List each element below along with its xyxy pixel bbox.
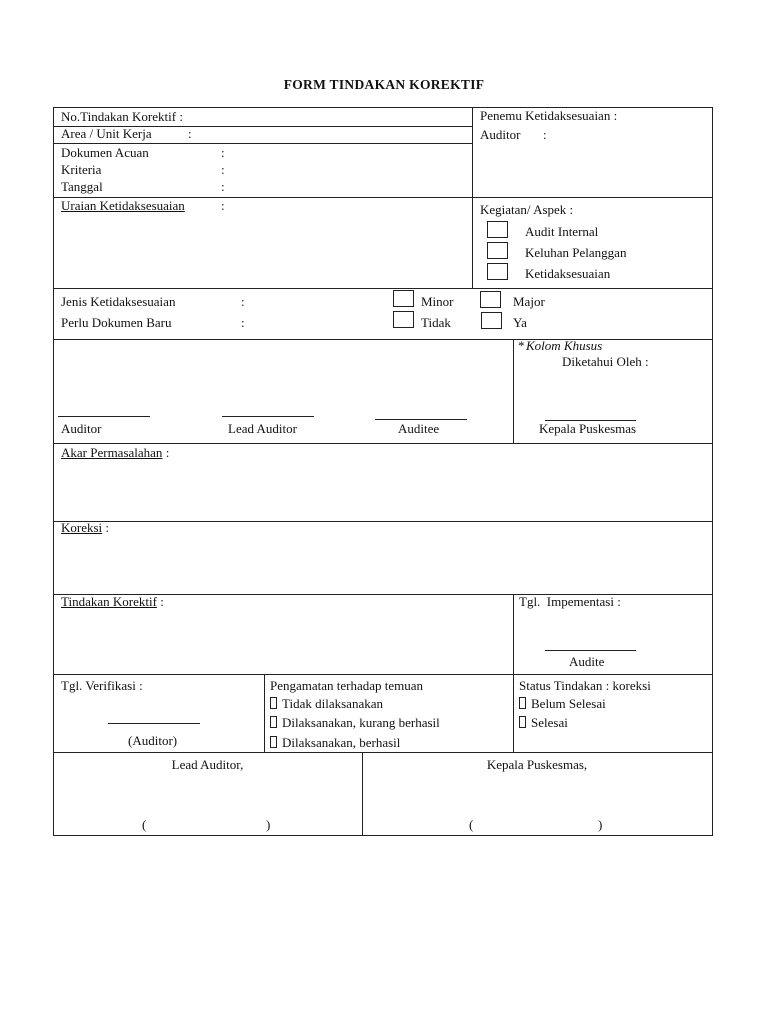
akar-permasalahan-label: Akar Permasalahan (61, 445, 163, 460)
dokumen-acuan-colon: : (221, 145, 225, 160)
koreksi-colon: : (105, 520, 110, 535)
checkbox-major (480, 291, 501, 308)
aspect-keluhan-pelanggan: Keluhan Pelanggan (525, 245, 627, 260)
option-major: Major (513, 294, 545, 309)
tanggal-label: Tanggal (61, 179, 103, 194)
status-option-label: Selesai (531, 715, 568, 730)
pengamatan-option-label: Dilaksanakan, berhasil (282, 735, 401, 750)
signature-line-auditor (58, 416, 150, 417)
koreksi-label: Koreksi (61, 520, 103, 535)
area-unit-colon: : (188, 126, 192, 141)
signer-kepala-puskesmas: Kepala Puskesmas (539, 421, 637, 436)
auditor-label: Auditor (480, 127, 521, 142)
signature-line-lead-auditor (222, 416, 314, 417)
row-divider (53, 674, 712, 675)
lead-auditor-heading: Lead Auditor, (171, 757, 244, 772)
perlu-dokumen-baru-label: Perlu Dokumen Baru (61, 315, 172, 330)
no-tindakan-label: No.Tindakan Korektif : (61, 109, 183, 124)
row-divider (53, 443, 712, 444)
kriteria-label: Kriteria (61, 162, 102, 177)
signature-line-verifikasi (108, 723, 200, 724)
perlu-dokumen-baru-colon: : (241, 315, 245, 330)
kolom-khusus-asterisk: * (518, 338, 525, 353)
signer-lead-auditor: Lead Auditor (228, 421, 297, 436)
row-divider (53, 143, 472, 144)
akar-permasalahan-colon: : (165, 445, 170, 460)
pengamatan-title: Pengamatan terhadap temuan (270, 678, 424, 693)
jenis-ketidaksesuaian-colon: : (241, 294, 245, 309)
column-divider (513, 594, 514, 752)
lead-auditor-open-paren: ( (142, 817, 147, 832)
status-option-label: Belum Selesai (531, 696, 606, 711)
kepala-puskesmas-heading: Kepala Puskesmas, (486, 757, 588, 772)
pengamatan-option-label: Dilaksanakan, kurang berhasil (282, 715, 440, 730)
auditor-colon: : (543, 127, 547, 142)
tindakan-korektif-label: Tindakan Korektif (61, 594, 157, 609)
dokumen-acuan-label: Dokumen Acuan (61, 145, 149, 160)
status-option (519, 696, 606, 712)
checkbox-icon (270, 736, 277, 748)
form-title: FORM TINDAKAN KOREKTIF (283, 77, 485, 92)
penemu-ketidaksesuaian-label: Penemu Ketidaksesuaian : (480, 108, 618, 123)
verifikasi-auditor-label: (Auditor) (128, 733, 178, 748)
option-minor: Minor (421, 294, 454, 309)
kepala-open-paren: ( (469, 817, 474, 832)
signer-auditor: Auditor (61, 421, 102, 436)
tgl-implementasi-label: Tgl. Impementasi : (519, 594, 621, 609)
signature-line-audite (545, 650, 636, 651)
pengamatan-option-label: Tidak dilaksanakan (282, 696, 383, 711)
option-ya: Ya (513, 315, 527, 330)
checkbox-audit-internal (487, 221, 508, 238)
area-unit-label: Area / Unit Kerja (61, 126, 152, 141)
checkbox-tidak (393, 311, 414, 328)
signer-audite: Audite (569, 654, 605, 669)
kriteria-colon: : (221, 162, 225, 177)
kepala-close-paren: ) (598, 817, 603, 832)
column-divider (513, 339, 514, 443)
kolom-khusus-label: Kolom Khusus (526, 338, 603, 353)
akar-permasalahan-row (61, 445, 169, 461)
koreksi-row (61, 520, 109, 536)
checkbox-icon (270, 716, 277, 728)
pengamatan-option (270, 696, 383, 712)
checkbox-ketidaksesuaian (487, 263, 508, 280)
tanggal-colon: : (221, 179, 225, 194)
diketahui-oleh-label: Diketahui Oleh : (562, 354, 649, 369)
column-divider (472, 107, 473, 288)
signer-auditee: Auditee (398, 421, 440, 436)
uraian-ketidaksesuaian-colon: : (221, 198, 225, 213)
column-divider (264, 674, 265, 752)
tgl-verifikasi-label: Tgl. Verifikasi : (61, 678, 143, 693)
row-divider (53, 339, 712, 340)
jenis-ketidaksesuaian-label: Jenis Ketidaksesuaian (61, 294, 176, 309)
aspect-ketidaksesuaian: Ketidaksesuaian (525, 266, 611, 281)
checkbox-icon (270, 697, 277, 709)
tindakan-korektif-row (61, 594, 164, 610)
row-divider (53, 752, 712, 753)
checkbox-keluhan-pelanggan (487, 242, 508, 259)
row-divider (53, 288, 712, 289)
kegiatan-aspek-label: Kegiatan/ Aspek : (480, 202, 574, 217)
checkbox-icon (519, 716, 526, 728)
lead-auditor-close-paren: ) (266, 817, 271, 832)
signature-line-auditee (375, 419, 467, 420)
option-tidak: Tidak (421, 315, 451, 330)
status-tindakan-title: Status Tindakan : koreksi (519, 678, 651, 693)
checkbox-icon (519, 697, 526, 709)
tindakan-korektif-colon: : (160, 594, 164, 609)
checkbox-ya (481, 312, 502, 329)
checkbox-minor (393, 290, 414, 307)
status-option (519, 715, 568, 731)
aspect-audit-internal: Audit Internal (525, 224, 599, 239)
uraian-ketidaksesuaian-label: Uraian Ketidaksesuaian (61, 198, 185, 213)
row-divider (53, 521, 712, 522)
pengamatan-option (270, 715, 440, 731)
pengamatan-option (270, 735, 400, 751)
